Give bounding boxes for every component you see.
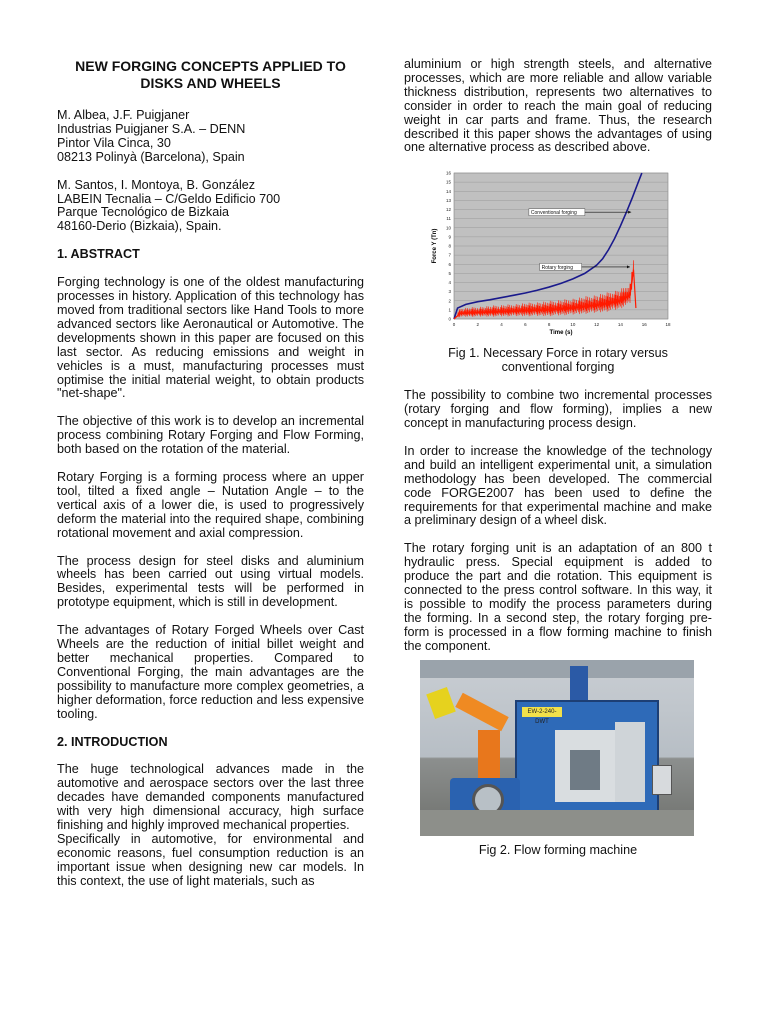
y-tick-label: 12 xyxy=(445,207,451,213)
x-tick-label: 14 xyxy=(617,322,623,328)
x-tick-label: 8 xyxy=(547,322,551,328)
figure-2-caption: Fig 2. Flow forming machine xyxy=(478,842,638,857)
y-tick-label: 11 xyxy=(446,216,451,222)
body-paragraph: The possibility to combine two incremental processes (rotary forging and flow forming), implies a new concept in manufacturing process design. xyxy=(404,388,712,430)
y-tick-label: 5 xyxy=(448,271,451,277)
y-axis-label: Force Y (Tn) xyxy=(432,228,438,264)
y-tick-label: 2 xyxy=(448,298,451,304)
y-tick-label: 15 xyxy=(445,179,451,185)
x-tick-label: 0 xyxy=(452,322,456,328)
force-chart xyxy=(426,169,686,341)
y-tick-label: 1 xyxy=(448,307,451,313)
author-block-1: M. Albea, J.F. Puigjaner Industrias Puigjaner S.A. – DENN Pintor Vila Cinca, 30 08213 Polinyà (Barcelona), Spain xyxy=(57,108,246,164)
right-column xyxy=(404,58,712,871)
abstract-heading: 1. ABSTRACT xyxy=(57,247,140,262)
y-tick-label: 7 xyxy=(448,252,451,258)
flow-forming-machine-photo xyxy=(420,660,694,836)
x-tick-label: 4 xyxy=(500,322,503,328)
press-tooling xyxy=(570,750,600,790)
abstract-paragraph: Rotary Forging is a forming process where an upper tool, tilted a fixed angle – Nutation Angle – to the vertical axis of a lower die, is used to progressively deform the material into the required shape, combining rotational movement and axial compression. xyxy=(57,470,364,540)
introduction-paragraph: Specifically in automotive, for environmental and economic reasons, fuel consumption reduction is an important issue when designing new car models. In this context, the use of light materials, such as xyxy=(57,831,364,888)
x-tick-label: 10 xyxy=(570,322,576,328)
y-tick-label: 9 xyxy=(448,234,451,240)
x-tick-label: 18 xyxy=(665,322,671,328)
x-axis-label: Time (s) xyxy=(549,330,573,337)
y-tick-label: 8 xyxy=(448,243,451,249)
figure-1-caption: Fig 1. Necessary Force in rotary versus conventional forging xyxy=(448,346,668,375)
y-tick-label: 4 xyxy=(448,280,451,286)
machine-label: EW-2-240-DWT xyxy=(522,707,562,717)
robot-arm xyxy=(455,692,508,731)
body-paragraph: In order to increase the knowledge of the technology and build an intelligent experimental unit, a simulation methodology has been developed. The commercial code FORGE2007 has been used to define the requirements for that experimental machine and make a preliminary design of a wheel disk. xyxy=(404,443,712,528)
factory-floor xyxy=(420,810,694,836)
abstract-paragraph: The process design for steel disks and aluminium wheels has been carried out using virtual models. Besides, experimental tests will be performed in prototype equipment, which is still in development. xyxy=(57,553,364,610)
x-tick-label: 16 xyxy=(641,322,647,328)
x-tick-label: 2 xyxy=(476,322,480,328)
abstract-paragraph: Forging technology is one of the oldest manufacturing processes in history. Application of this technology has moved from traditional sectors like Hand Tools to more advanced sectors like Aeronautical or Automotive. The developments shown in this paper are focused on this last sector. As reducing emissions and weight in vehicles is a must, manufacturing processes must optimise the initial material weight, to obtain products "net-shape". xyxy=(57,275,364,401)
press-side-panel xyxy=(615,722,645,802)
rotary-forging-annotation-label: Rotary forging xyxy=(541,265,574,272)
y-tick-label: 14 xyxy=(445,189,451,195)
factory-roof xyxy=(420,660,694,678)
abstract-paragraph: The advantages of Rotary Forged Wheels over Cast Wheels are the reduction of initial billet weight and better mechanical properties. Compared to Conventional Forging, the main advantages are the possibility to manufacture more complex geometries, a higher deformation, force reduction and less expensive tooling. xyxy=(57,623,364,721)
y-tick-label: 0 xyxy=(448,316,451,322)
y-tick-label: 6 xyxy=(448,262,451,268)
body-paragraph: The rotary forging unit is an adaptation of an 800 t hydraulic press. Special equipment is added to produce the part and die rotation. This equipment is connected to the press control software. In this way, it is possible to modify the process parameters during the forming. In a second step, the rotary forging pre-form is processed in a flow forming machine to finish the component. xyxy=(404,541,712,653)
y-tick-label: 13 xyxy=(445,198,451,204)
control-panel xyxy=(652,765,672,795)
introduction-paragraph: The huge technological advances made in the automotive and aerospace sectors over the last three decades have demanded components manufactured with very high dimensional accuracy, high surface finishing and highly improved mechanical properties. xyxy=(57,762,364,833)
abstract-paragraph: The objective of this work is to develop an incremental process combining Rotary Forging and Flow Forming, both based on the rotation of the material. xyxy=(57,414,364,457)
x-tick-label: 12 xyxy=(594,322,600,328)
y-tick-label: 16 xyxy=(445,170,451,176)
y-tick-label: 3 xyxy=(448,289,451,295)
body-paragraph: aluminium or high strength steels, and alternative processes, which are more reliable and allow variable thickness distribution, represents two alternatives to consider in order to reach the main goal of reducing weight in car parts and frame. Thus, the research described it this paper shows the advantages of using one alternative process as described above. xyxy=(404,57,712,155)
conventional-forging-annotation-label: Conventional forging xyxy=(530,210,577,217)
left-column xyxy=(57,58,364,903)
author-block-2: M. Santos, I. Montoya, B. González LABEIN Tecnalia – C/Geldo Edificio 700 Parque Tecnológico de Bizkaia 48160-Derio (Bizkaia), Spain. xyxy=(57,177,281,234)
robot-gripper xyxy=(426,687,456,719)
x-tick-label: 6 xyxy=(524,322,527,328)
paper-title: NEW FORGING CONCEPTS APPLIED TO DISKS AND WHEELS xyxy=(75,58,346,91)
y-tick-label: 10 xyxy=(445,225,451,231)
introduction-heading: 2. INTRODUCTION xyxy=(57,734,168,749)
